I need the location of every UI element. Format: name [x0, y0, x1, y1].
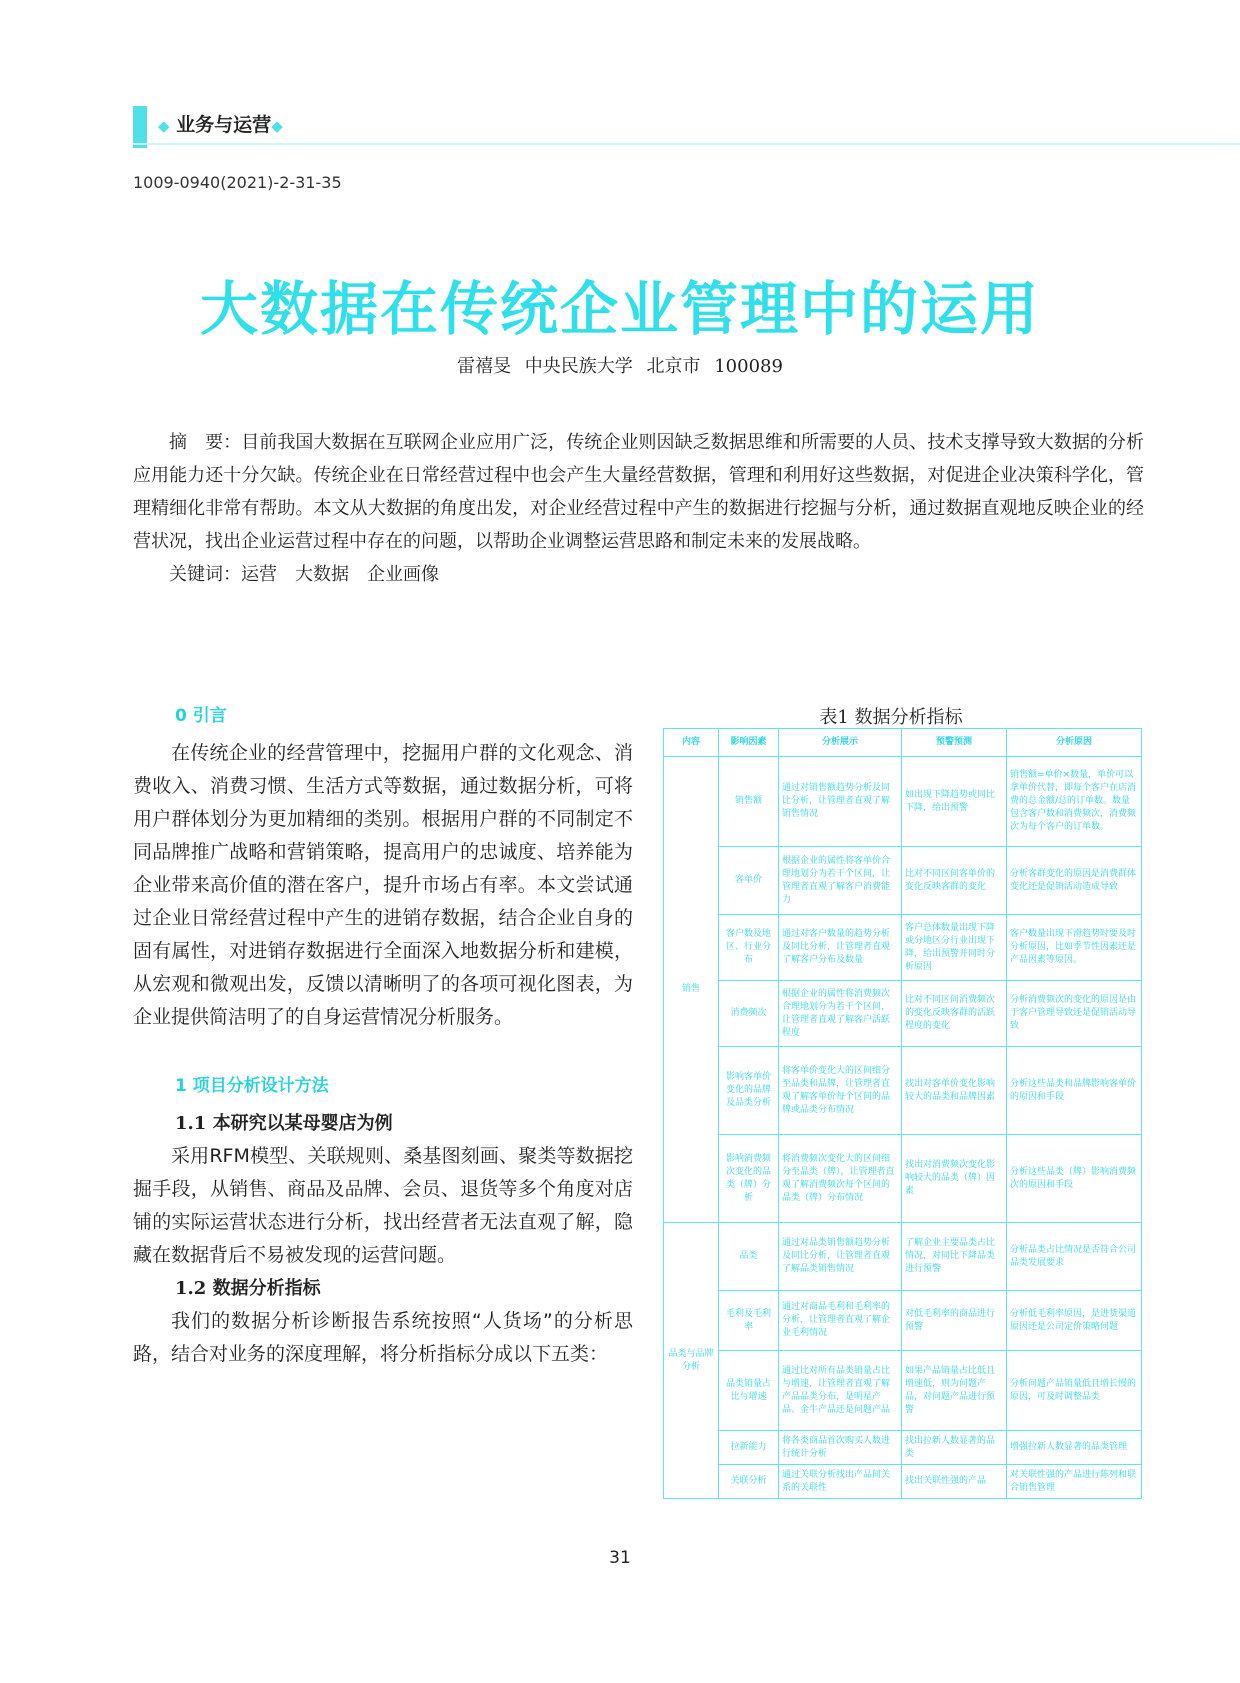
- table-cell: 关联分析: [719, 1465, 779, 1499]
- section-header-label: 业务与运营: [176, 114, 272, 136]
- table-cell: 分析品类占比情况是否符合公司品类发展要求: [1007, 1223, 1142, 1291]
- table-cell: 通过对客户数量的趋势分析及同比分析，让管理者直观了解客户分布及数量: [779, 915, 902, 981]
- table-cell: 销售额=单价×数量，单价可以拿单价代替，即每个客户在店消费的总金额/总的订单数。数量包含客户数和消费频次，消费频次为每个客户的订单数。: [1007, 757, 1142, 847]
- table-cell: 将消费频次变化大的区间细分至品类（牌），让管理者直观了解消费频次每个区间的品类（牌）分布情况: [779, 1135, 902, 1223]
- table-row: [664, 1047, 1142, 1135]
- table-cell: 分析低毛利率原因，是进货渠道原因还是公司定价策略问题: [1007, 1291, 1142, 1351]
- table-group-cell: 销售: [664, 757, 719, 1223]
- table-cell: 品类: [719, 1223, 779, 1291]
- table-cell: 客单价: [719, 847, 779, 915]
- table-cell: 找出关联性强的产品: [902, 1465, 1007, 1499]
- table-cell: 将各类商品首次购买人数进行统计分析: [779, 1431, 902, 1465]
- section-heading: 0 引言: [175, 706, 227, 726]
- left-column: [133, 700, 633, 1371]
- table-row: [664, 1135, 1142, 1223]
- table-cell: 通过对销售额趋势分析及同比分析，让管理者直观了解销售情况: [779, 757, 902, 847]
- page-number: 31: [609, 1548, 631, 1568]
- table-cell: 拉新能力: [719, 1431, 779, 1465]
- table-cell: 通过对商品毛利和毛利率的分析，让管理者直观了解企业毛利情况: [779, 1291, 902, 1351]
- table-header-cell: 分析展示: [779, 729, 902, 757]
- table-cell: 消费频次: [719, 981, 779, 1047]
- abstract-text: 摘 要：目前我国大数据在互联网企业应用广泛，传统企业则因缺乏数据思维和所需要的人员、技术支撑导致大数据的分析应用能力还十分欠缺。传统企业在日常经营过程中也会产生大量经营数据，管理和利用好这些数据，对促进企业决策科学化，管理精细化非常有帮助。本文从大数据的角度出发，对企业经营过程中产生的数据进行挖掘与分析，通过数据直观地反映企业的经营状况，找出企业运营过程中存在的问题，以帮助企业调整运营思路和制定未来的发展战略。: [133, 432, 1144, 552]
- table-cell: 根据企业的属性将消费频次合理地划分为若干个区间，让管理者直观了解客户活跃程度: [779, 981, 902, 1047]
- table-cell: 分析客群变化的原因是消费群体变化还是促销活动造成导致: [1007, 847, 1142, 915]
- table-cell: 品类销量占比与增速: [719, 1351, 779, 1431]
- table-row: [664, 1465, 1142, 1499]
- table-cell: 分析消费频次的变化的原因是由于客户管理导致还是促销活动导致: [1007, 981, 1142, 1047]
- table-cell: 如果产品销量占比低且增速低，则为问题产品，对问题产品进行预警: [902, 1351, 1007, 1431]
- body-paragraph: 采用RFM模型、关联规则、桑基图刻画、聚类等数据挖掘手段，从销售、商品及品牌、会员、退货等多个角度对店铺的实际运营状态进行分析，找出经营者无法直观了解，隐藏在数据背后不易被发现的运营问题。: [133, 1145, 633, 1266]
- table-row: [664, 1291, 1142, 1351]
- table-cell: 比对不同区间消费频次的变化反映客群的活跃程度的变化: [902, 981, 1007, 1047]
- subsection-heading: 1.2 数据分析指标: [175, 1278, 321, 1299]
- table-cell: 找出对客单价变化影响较大的品类和品牌因素: [902, 1047, 1007, 1135]
- table-row: [664, 981, 1142, 1047]
- table-header-cell: 预警预测: [902, 729, 1007, 757]
- diamond-icon: ◆: [158, 117, 170, 135]
- table-group-cell: 品类与品牌分析: [664, 1223, 719, 1499]
- section-heading: 1 项目分析设计方法: [175, 1076, 329, 1096]
- table-cell: 毛利及毛利率: [719, 1291, 779, 1351]
- table-row: [664, 1223, 1142, 1291]
- table-header-cell: 影响因素: [719, 729, 779, 757]
- body-paragraph: 在传统企业的经营管理中，挖掘用户群的文化观念、消费收入、消费习惯、生活方式等数据，通过数据分析，可将用户群体划分为更加精细的类别。根据用户群的不同制定不同品牌推广战略和营销策略，提高用户的忠诚度、培养能为企业带来高价值的潜在客户，提升市场占有率。本文尝试通过企业日常经营过程中产生的进销存数据，结合企业自身的固有属性，对进销存数据进行全面深入地数据分析和建模，从宏观和微观出发，反馈以清晰明了的各项可视化图表，为企业提供简洁明了的自身运营情况分析服务。: [133, 742, 633, 1028]
- table-cell: 客户数及地区、行业分布: [719, 915, 779, 981]
- table-header-row: [664, 729, 1142, 757]
- table-cell: 对低毛利率的商品进行预警: [902, 1291, 1007, 1351]
- table-header-cell: 分析原因: [1007, 729, 1142, 757]
- table-cell: 对关联性强的产品进行陈列和联合销售管理: [1007, 1465, 1142, 1499]
- table-cell: 分析这些品类和品牌影响客单价的原因和手段: [1007, 1047, 1142, 1135]
- subsection-heading: 1.1 本研究以某母婴店为例: [175, 1113, 393, 1134]
- header-divider: [133, 143, 1240, 145]
- table-cell: 根据企业的属性将客单价合理地划分为若干个区间，让管理者直观了解客户消费能力: [779, 847, 902, 915]
- keywords: 关键词：运营 大数据 企业画像: [169, 564, 439, 585]
- table-caption: 表1 数据分析指标: [819, 707, 963, 728]
- table-cell: 客户总体数量出现下降或分地区分行业出现下降，给出预警并同时分析原因: [902, 915, 1007, 981]
- header-accent-bar: [133, 106, 147, 148]
- table-cell: 销售额: [719, 757, 779, 847]
- table-cell: 将客单价变化大的区间细分至品类和品牌，让管理者直观了解客单价每个区间的品牌或品类分布情况: [779, 1047, 902, 1135]
- table-cell: 找出对消费频次变化影响较大的品类（牌）因素: [902, 1135, 1007, 1223]
- issn-code: 1009-0940(2021)-2-31-35: [133, 173, 342, 192]
- table-row: [664, 757, 1142, 847]
- table-row: [664, 847, 1142, 915]
- author-line: 雷禧旻 中央民族大学 北京市 100089: [457, 356, 783, 377]
- body-paragraph: 我们的数据分析诊断报告系统按照“人货场”的分析思路，结合对业务的深度理解，将分析指标分成以下五类：: [133, 1310, 633, 1365]
- abstract-block: [133, 426, 1144, 591]
- table-cell: 分析问题产品销量低且增长慢的原因，可及时调整品类: [1007, 1351, 1142, 1431]
- table-cell: 影响消费频次变化的品类（牌）分析: [719, 1135, 779, 1223]
- article-title: 大数据在传统企业管理中的运用: [199, 275, 1040, 343]
- table-cell: 通过比对所有品类销量占比与增速，让管理者直观了解产品品类分布，是明星产品、金牛产品还是问题产品: [779, 1351, 902, 1431]
- table-cell: 了解企业主要品类占比情况，对同比下降品类进行预警: [902, 1223, 1007, 1291]
- table-row: [664, 915, 1142, 981]
- table-header-cell: 内容: [664, 729, 719, 757]
- table-cell: 客户数量出现下滑趋势时要及时分析原因，比如季节性因素还是产品因素等原因。: [1007, 915, 1142, 981]
- table-cell: 找出拉新人数显著的品类: [902, 1431, 1007, 1465]
- table-cell: 通过关联分析找出产品间关系的关联性: [779, 1465, 902, 1499]
- table-cell: 如出现下降趋势或同比下降，给出预警: [902, 757, 1007, 847]
- diamond-icon: ◆: [271, 117, 283, 135]
- metrics-table: [663, 728, 1142, 1499]
- table-cell: 分析这些品类（牌）影响消费频次的原因和手段: [1007, 1135, 1142, 1223]
- table-row: [664, 1351, 1142, 1431]
- table-cell: 影响客单价变化的品牌及品类分析: [719, 1047, 779, 1135]
- table-cell: 增强拉新人数显著的品类管理: [1007, 1431, 1142, 1465]
- table-row: [664, 1431, 1142, 1465]
- table-cell: 通过对品类销售额趋势分析及同比分析，让管理者直观了解品类销售情况: [779, 1223, 902, 1291]
- table-cell: 比对不同区间客单价的变化反映客群的变化: [902, 847, 1007, 915]
- section-header: [158, 110, 283, 137]
